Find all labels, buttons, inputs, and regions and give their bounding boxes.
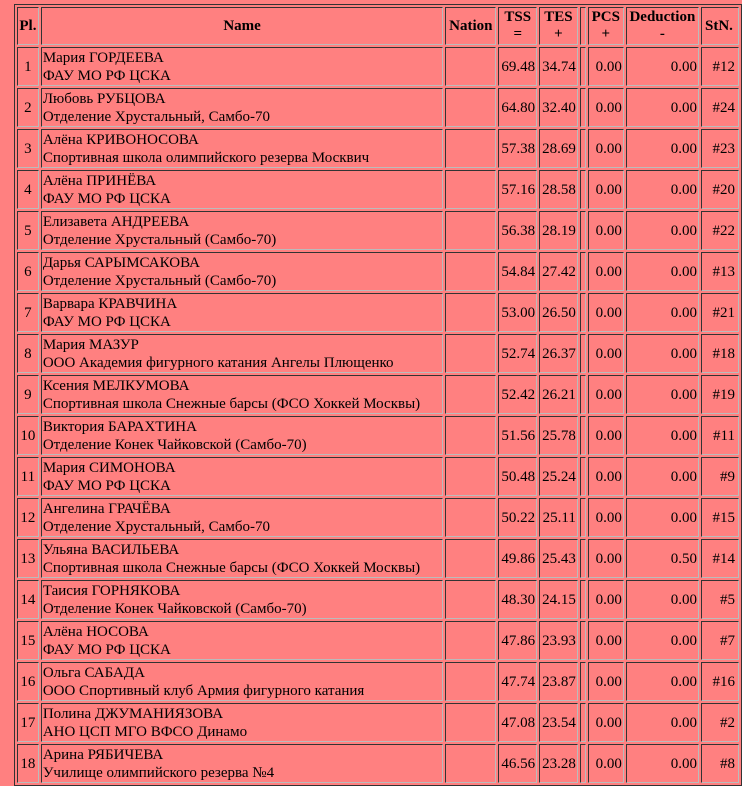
pcs-cell: 0.00 [588,211,624,250]
start-number-cell: #24 [701,88,739,127]
skater-club: Отделение Хрустальный, Самбо-70 [42,518,270,535]
tss-cell: 46.56 [498,744,537,783]
skater-club: Отделение Хрустальный (Самбо-70) [42,231,277,248]
pcs-cell: 0.00 [588,662,624,701]
table-row [17,211,739,250]
name-cell [41,498,444,537]
header-name: Name [41,7,444,45]
pcs-cell: 0.00 [588,334,624,373]
tss-cell: 49.86 [498,539,537,578]
skater-club: Отделение Хрустальный, Самбо-70 [42,108,270,125]
tss-cell: 52.42 [498,375,537,414]
spacer-cell [580,580,586,619]
skater-name: Ксения МЕЛКУМОВА [42,377,190,394]
nation-cell [445,47,496,86]
spacer-cell [580,703,586,742]
name-cell [41,457,444,496]
spacer-cell [580,129,586,168]
pcs-cell: 0.00 [588,88,624,127]
skater-name: Полина ДЖУМАНИЯЗОВА [42,705,224,722]
nation-cell [445,293,496,332]
tss-cell: 57.38 [498,129,537,168]
nation-cell [445,621,496,660]
place-cell: 9 [17,375,39,414]
table-row [17,334,739,373]
skater-club: Спортивная школа олимпийского резерва Москвич [42,149,370,166]
tes-cell: 28.69 [539,129,578,168]
header-row [17,7,739,45]
start-number-cell: #8 [701,744,739,783]
skater-name: Алёна НОСОВА [42,623,149,640]
start-number-cell: #14 [701,539,739,578]
deduction-cell: 0.00 [626,129,699,168]
skater-club: ФАУ МО РФ ЦСКА [42,477,171,494]
skater-club: ФАУ МО РФ ЦСКА [42,313,171,330]
tss-cell: 64.80 [498,88,537,127]
start-number-cell: #18 [701,334,739,373]
tss-cell: 56.38 [498,211,537,250]
header-tss-label: TSS [504,9,532,25]
deduction-cell: 0.00 [626,416,699,455]
tes-cell: 25.11 [539,498,578,537]
name-cell [41,539,444,578]
deduction-cell: 0.00 [626,703,699,742]
tes-cell: 25.78 [539,416,578,455]
header-tss-sub: = [513,26,522,42]
skater-club: АНО ЦСП МГО ВФСО Динамо [42,723,248,740]
table-row [17,498,739,537]
header-start-number: StN. [701,7,739,45]
header-nation: Nation [445,7,496,45]
table-row [17,580,739,619]
skater-club: ФАУ МО РФ ЦСКА [42,190,171,207]
spacer-cell [580,539,586,578]
spacer-cell [580,416,586,455]
spacer-cell [580,252,586,291]
name-cell [41,170,444,209]
table-row [17,621,739,660]
spacer-cell [580,662,586,701]
table-row [17,375,739,414]
nation-cell [445,703,496,742]
table-row [17,703,739,742]
tes-cell: 23.28 [539,744,578,783]
nation-cell [445,129,496,168]
deduction-cell: 0.00 [626,580,699,619]
nation-cell [445,211,496,250]
tes-cell: 23.93 [539,621,578,660]
place-cell: 17 [17,703,39,742]
place-cell: 1 [17,47,39,86]
nation-cell [445,252,496,291]
name-cell [41,211,444,250]
skater-name: Виктория БАРАХТИНА [42,418,197,435]
deduction-cell: 0.00 [626,744,699,783]
tss-cell: 53.00 [498,293,537,332]
place-cell: 7 [17,293,39,332]
tss-cell: 54.84 [498,252,537,291]
name-cell [41,334,444,373]
skater-club: Отделение Хрустальный (Самбо-70) [42,272,277,289]
skater-name: Таисия ГОРНЯКОВА [42,582,181,599]
header-pcs-sub: + [601,26,611,42]
skater-name: Варвара КРАВЧИНА [42,295,178,312]
tes-cell: 26.21 [539,375,578,414]
place-cell: 14 [17,580,39,619]
name-cell [41,416,444,455]
spacer-cell [580,88,586,127]
results-body [17,47,739,783]
tes-cell: 23.54 [539,703,578,742]
deduction-cell: 0.00 [626,252,699,291]
pcs-cell: 0.00 [588,47,624,86]
name-cell [41,621,444,660]
tss-cell: 52.74 [498,334,537,373]
name-cell [41,375,444,414]
header-tss [498,7,537,45]
start-number-cell: #2 [701,703,739,742]
start-number-cell: #15 [701,498,739,537]
skater-name: Мария СИМОНОВА [42,459,176,476]
place-cell: 18 [17,744,39,783]
skater-name: Ольга САБАДА [42,664,145,681]
spacer-cell [580,211,586,250]
tss-cell: 50.22 [498,498,537,537]
table-row [17,252,739,291]
header-deduction-sub: - [659,26,665,42]
place-cell: 8 [17,334,39,373]
nation-cell [445,498,496,537]
deduction-cell: 0.00 [626,293,699,332]
skater-club: ООО Академия фигурного катания Ангелы Плющенко [42,354,394,371]
pcs-cell: 0.00 [588,129,624,168]
tes-cell: 24.15 [539,580,578,619]
header-pcs [588,7,624,45]
tss-cell: 57.16 [498,170,537,209]
table-row [17,47,739,86]
pcs-cell: 0.00 [588,539,624,578]
place-cell: 2 [17,88,39,127]
tss-cell: 50.48 [498,457,537,496]
start-number-cell: #12 [701,47,739,86]
skater-club: Отделение Конек Чайковской (Самбо-70) [42,436,307,453]
tss-cell: 47.08 [498,703,537,742]
header-pcs-label: PCS [591,9,620,25]
name-cell [41,252,444,291]
pcs-cell: 0.00 [588,416,624,455]
deduction-cell: 0.00 [626,375,699,414]
tes-cell: 28.19 [539,211,578,250]
place-cell: 4 [17,170,39,209]
nation-cell [445,375,496,414]
table-row [17,416,739,455]
spacer-cell [580,375,586,414]
tss-cell: 48.30 [498,580,537,619]
pcs-cell: 0.00 [588,252,624,291]
skater-club: ФАУ МО РФ ЦСКА [42,641,171,658]
pcs-cell: 0.00 [588,703,624,742]
tes-cell: 23.87 [539,662,578,701]
tes-cell: 25.24 [539,457,578,496]
deduction-cell: 0.00 [626,621,699,660]
start-number-cell: #9 [701,457,739,496]
spacer-cell [580,621,586,660]
start-number-cell: #11 [701,416,739,455]
header-place: Pl. [17,7,39,45]
tss-cell: 51.56 [498,416,537,455]
nation-cell [445,170,496,209]
start-number-cell: #5 [701,580,739,619]
header-deduction [626,7,699,45]
results-table [14,4,742,786]
pcs-cell: 0.00 [588,293,624,332]
name-cell [41,662,444,701]
start-number-cell: #19 [701,375,739,414]
deduction-cell: 0.00 [626,47,699,86]
deduction-cell: 0.00 [626,662,699,701]
name-cell [41,129,444,168]
tes-cell: 32.40 [539,88,578,127]
name-cell [41,580,444,619]
nation-cell [445,580,496,619]
pcs-cell: 0.00 [588,580,624,619]
spacer-cell [580,293,586,332]
tes-cell: 26.37 [539,334,578,373]
spacer-cell [580,47,586,86]
skater-name: Алёна ПРИНЁВА [42,172,157,189]
pcs-cell: 0.00 [588,457,624,496]
deduction-cell: 0.00 [626,88,699,127]
tes-cell: 28.58 [539,170,578,209]
spacer-cell [580,170,586,209]
start-number-cell: #20 [701,170,739,209]
skater-name: Мария ГОРДЕЕВА [42,49,164,66]
skater-club: ООО Спортивный клуб Армия фигурного катания [42,682,365,699]
tes-cell: 27.42 [539,252,578,291]
tes-cell: 26.50 [539,293,578,332]
header-spacer [580,7,586,45]
place-cell: 16 [17,662,39,701]
place-cell: 3 [17,129,39,168]
header-tes [539,7,578,45]
nation-cell [445,416,496,455]
deduction-cell: 0.50 [626,539,699,578]
tss-cell: 47.74 [498,662,537,701]
spacer-cell [580,334,586,373]
name-cell [41,744,444,783]
header-tes-sub: + [554,26,563,42]
table-row [17,457,739,496]
start-number-cell: #16 [701,662,739,701]
table-row [17,539,739,578]
skater-club: Училище олимпийского резерва №4 [42,764,275,781]
deduction-cell: 0.00 [626,211,699,250]
skater-name: Любовь РУБЦОВА [42,90,166,107]
start-number-cell: #21 [701,293,739,332]
spacer-cell [580,457,586,496]
skater-name: Ульяна ВАСИЛЬЕВА [42,541,180,558]
table-row [17,744,739,783]
nation-cell [445,662,496,701]
deduction-cell: 0.00 [626,170,699,209]
skater-name: Мария МАЗУР [42,336,139,353]
pcs-cell: 0.00 [588,744,624,783]
place-cell: 15 [17,621,39,660]
skater-name: Ангелина ГРАЧЁВА [42,500,171,517]
table-row [17,88,739,127]
start-number-cell: #13 [701,252,739,291]
tes-cell: 25.43 [539,539,578,578]
place-cell: 6 [17,252,39,291]
name-cell [41,293,444,332]
nation-cell [445,334,496,373]
place-cell: 12 [17,498,39,537]
skater-club: Спортивная школа Снежные барсы (ФСО Хоккей Москвы) [42,395,421,412]
table-row [17,662,739,701]
pcs-cell: 0.00 [588,170,624,209]
nation-cell [445,457,496,496]
spacer-cell [580,744,586,783]
name-cell [41,88,444,127]
deduction-cell: 0.00 [626,457,699,496]
place-cell: 5 [17,211,39,250]
table-row [17,293,739,332]
place-cell: 10 [17,416,39,455]
pcs-cell: 0.00 [588,498,624,537]
start-number-cell: #7 [701,621,739,660]
skater-club: Спортивная школа Снежные барсы (ФСО Хоккей Москвы) [42,559,421,576]
nation-cell [445,539,496,578]
start-number-cell: #22 [701,211,739,250]
skater-name: Елизавета АНДРЕЕВА [42,213,190,230]
skater-name: Арина РЯБИЧЕВА [42,746,164,763]
nation-cell [445,744,496,783]
nation-cell [445,88,496,127]
name-cell [41,703,444,742]
start-number-cell: #23 [701,129,739,168]
tss-cell: 47.86 [498,621,537,660]
spacer-cell [580,498,586,537]
skater-club: ФАУ МО РФ ЦСКА [42,67,171,84]
pcs-cell: 0.00 [588,375,624,414]
tes-cell: 34.74 [539,47,578,86]
header-tes-label: TES [544,9,573,25]
place-cell: 13 [17,539,39,578]
table-row [17,170,739,209]
skater-club: Отделение Конек Чайковской (Самбо-70) [42,600,307,617]
pcs-cell: 0.00 [588,621,624,660]
deduction-cell: 0.00 [626,334,699,373]
deduction-cell: 0.00 [626,498,699,537]
table-row [17,129,739,168]
place-cell: 11 [17,457,39,496]
tss-cell: 69.48 [498,47,537,86]
skater-name: Дарья САРЫМСАКОВА [42,254,200,271]
skater-name: Алёна КРИВОНОСОВА [42,131,199,148]
name-cell [41,47,444,86]
header-deduction-label: Deduction [629,9,696,25]
